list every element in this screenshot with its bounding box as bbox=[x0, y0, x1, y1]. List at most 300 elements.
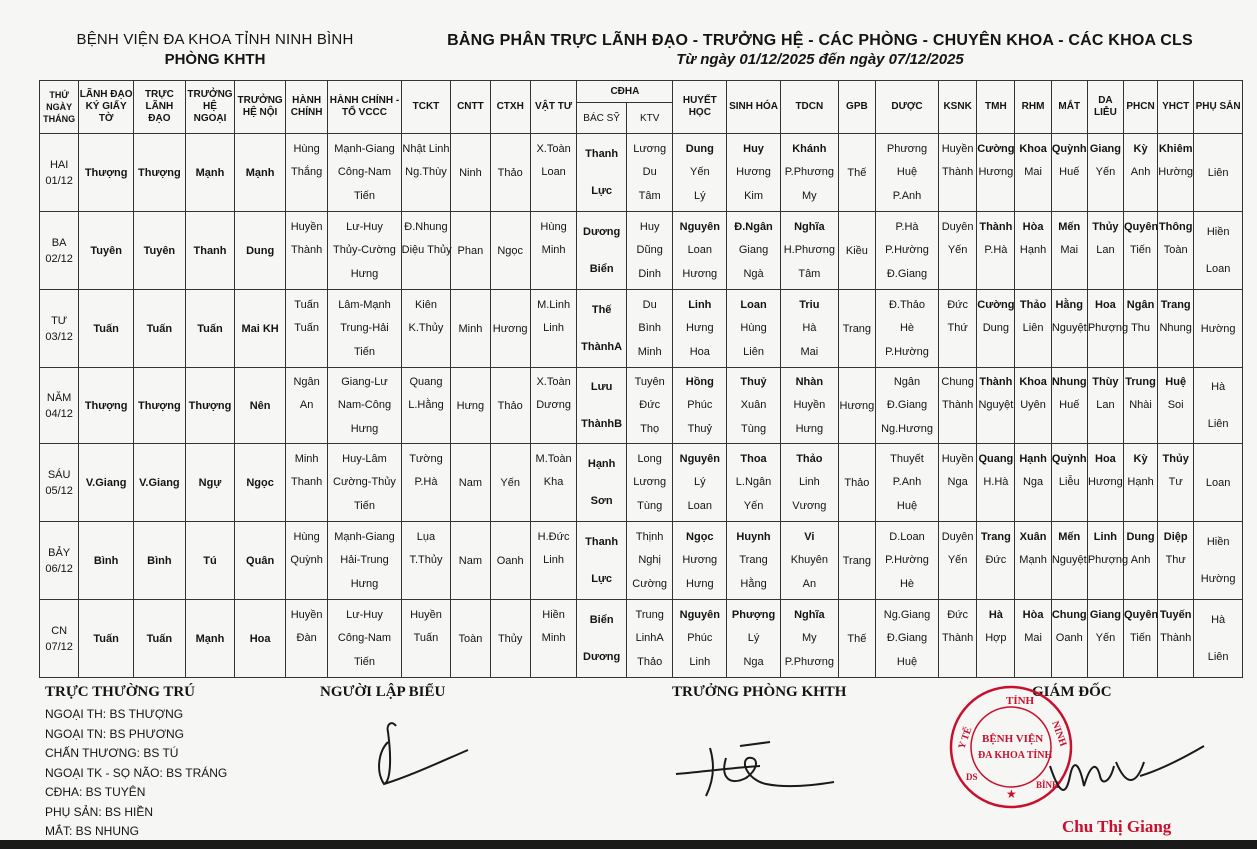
cell-da-lieu bbox=[1087, 444, 1123, 522]
lanh-dao-ky-name: Thượng bbox=[84, 166, 128, 179]
truong-he-ngoai-name: Thượng bbox=[188, 399, 232, 412]
tmh-list bbox=[977, 292, 1014, 366]
sinh-hoa-name: Ngà bbox=[743, 267, 764, 280]
da-lieu-name: Yến bbox=[1095, 632, 1116, 644]
phcn-name bbox=[1124, 420, 1157, 439]
phu-san-name: Hường bbox=[1200, 573, 1236, 585]
cell-duoc bbox=[875, 134, 938, 212]
hc-vccc-list bbox=[328, 214, 400, 288]
hc-vccc-name: Hưng bbox=[350, 267, 379, 280]
bac-sy-name: Sơn bbox=[590, 495, 613, 507]
ktv-name: Thịnh bbox=[635, 530, 664, 543]
gpb-name: Thế bbox=[847, 632, 867, 645]
stamp-top: TỈNH bbox=[1006, 695, 1035, 707]
ksnk-name: Thành bbox=[942, 166, 974, 178]
sinh-hoa-name: Huy bbox=[743, 142, 764, 155]
tmh-name: Cường bbox=[977, 298, 1015, 311]
hanh-chinh-name: Ngân bbox=[293, 375, 320, 388]
tdcn-list bbox=[781, 214, 838, 288]
da-lieu-list bbox=[1087, 524, 1129, 598]
ctxh-name: Hương bbox=[492, 322, 528, 335]
tckt-name bbox=[402, 575, 451, 594]
ksnk-name bbox=[939, 420, 976, 439]
duoc-name: Đ.Giang bbox=[886, 632, 928, 644]
hc-vccc-list bbox=[328, 369, 400, 443]
ksnk-name bbox=[939, 497, 976, 516]
vat-tu-list bbox=[531, 292, 577, 366]
da-lieu-name bbox=[1088, 187, 1123, 206]
rhm-name: Hạnh bbox=[1019, 452, 1047, 465]
ctxh-name: Thảo bbox=[497, 399, 523, 412]
huyet-hoc-name: Hưng bbox=[686, 322, 714, 334]
col-duoc: DƯỢC bbox=[875, 81, 938, 134]
tdcn-name: Hà bbox=[802, 322, 817, 334]
yhct-name bbox=[1158, 187, 1193, 206]
tdcn-name: My bbox=[802, 632, 817, 644]
duoc-name: P.Hường bbox=[885, 554, 929, 566]
sinh-hoa-name: Xuân bbox=[740, 399, 767, 411]
col-rhm: RHM bbox=[1015, 81, 1051, 134]
vat-tu-name: X.Toàn bbox=[536, 142, 571, 155]
ksnk-name: Duyên bbox=[941, 530, 974, 543]
cell-gpb bbox=[838, 212, 875, 290]
cell-lanh-dao-ky bbox=[79, 444, 134, 522]
date-range: Từ ngày 01/12/2025 đến ngày 07/12/2025 bbox=[676, 51, 964, 68]
cell-bac-sy bbox=[577, 444, 627, 522]
yhct-list bbox=[1158, 602, 1193, 676]
da-lieu-name: Thủy bbox=[1092, 220, 1119, 233]
cell-bac-sy bbox=[577, 600, 627, 678]
da-lieu-name bbox=[1088, 653, 1123, 672]
cell-huyet-hoc bbox=[673, 290, 727, 368]
ktv-name: Lương bbox=[633, 142, 667, 155]
tdcn-name: Hưng bbox=[795, 422, 824, 435]
cell-sinh-hoa bbox=[727, 134, 781, 212]
tmh-name bbox=[977, 343, 1014, 362]
department-name: PHÒNG KHTH bbox=[164, 51, 266, 68]
cell-tmh bbox=[977, 522, 1015, 600]
tmh-name: Thành bbox=[979, 220, 1013, 233]
cell-ktv bbox=[626, 600, 673, 678]
cell-lanh-dao-ky bbox=[79, 600, 134, 678]
cell-truong-he-ngoai bbox=[185, 600, 235, 678]
hc-vccc-list bbox=[328, 446, 400, 520]
lanh-dao-ky-name: Bình bbox=[93, 554, 119, 567]
cell-truc-lanh-dao bbox=[134, 368, 186, 444]
phu-san-name: Liên bbox=[1207, 166, 1229, 179]
ktv-name: Minh bbox=[637, 345, 662, 358]
phu-san-name: Hiền bbox=[1206, 536, 1230, 548]
huyet-hoc-name: Linh bbox=[688, 298, 712, 311]
phcn-name: Kỳ bbox=[1133, 452, 1148, 465]
ktv-list bbox=[627, 524, 673, 598]
vat-tu-name: Dương bbox=[536, 399, 571, 411]
da-lieu-name bbox=[1088, 575, 1123, 594]
sinh-hoa-name: L.Ngân bbox=[735, 476, 772, 488]
ktv-list bbox=[627, 369, 673, 443]
cell-tdcn bbox=[780, 444, 838, 522]
hospital-header bbox=[40, 30, 390, 70]
tckt-list bbox=[402, 292, 451, 366]
cell-cntt bbox=[451, 290, 490, 368]
cell-rhm bbox=[1015, 134, 1051, 212]
sinh-hoa-name: Thuỷ bbox=[740, 375, 767, 388]
tckt-name: Quang bbox=[409, 375, 443, 388]
col-ksnk: KSNK bbox=[939, 81, 977, 134]
da-lieu-name: Lan bbox=[1096, 244, 1115, 256]
ktv-list bbox=[627, 446, 673, 520]
ksnk-name: Yến bbox=[947, 554, 968, 566]
da-lieu-name: Lan bbox=[1096, 399, 1115, 411]
rhm-name: Hạnh bbox=[1019, 244, 1047, 256]
stamp-right: NINH bbox=[1049, 719, 1069, 748]
da-lieu-list bbox=[1088, 214, 1123, 288]
ktv-name: Trung bbox=[635, 608, 664, 621]
tdcn-list bbox=[781, 524, 838, 598]
ktv-name: Tâm bbox=[638, 189, 661, 202]
mat-name: Huế bbox=[1059, 399, 1080, 411]
cell-truong-he-ngoai bbox=[185, 444, 235, 522]
tckt-name: Lụa bbox=[416, 530, 436, 543]
day-name: BẢY bbox=[48, 546, 71, 559]
da-lieu-name: Thùy bbox=[1092, 375, 1119, 388]
cell-phu-san bbox=[1194, 600, 1243, 678]
huyet-hoc-name: Loan bbox=[687, 499, 713, 512]
yhct-name: Tư bbox=[1168, 476, 1183, 488]
cell-phcn bbox=[1124, 290, 1158, 368]
da-lieu-name: Giang bbox=[1089, 608, 1121, 621]
hanh-chinh-name: Thắng bbox=[291, 166, 323, 178]
yhct-list bbox=[1158, 292, 1193, 366]
rhm-list bbox=[1015, 446, 1050, 520]
rhm-list bbox=[1015, 136, 1050, 210]
rhm-name bbox=[1015, 653, 1050, 672]
bac-sy-name: Lực bbox=[591, 573, 613, 585]
preparer-signature bbox=[370, 712, 480, 792]
tckt-name: Kiên bbox=[414, 298, 437, 311]
cell-phcn bbox=[1124, 134, 1158, 212]
cell-hc-vccc bbox=[328, 134, 401, 212]
yhct-name bbox=[1158, 497, 1193, 516]
truc-lanh-dao-name: V.Giang bbox=[139, 476, 180, 489]
col-gpb: GPB bbox=[838, 81, 875, 134]
tmh-list bbox=[977, 602, 1014, 676]
huyet-hoc-list bbox=[673, 136, 726, 210]
mat-name: Quỳnh bbox=[1051, 452, 1087, 465]
yhct-list bbox=[1158, 369, 1193, 443]
day-name: SÁU bbox=[47, 468, 71, 481]
cell-truong-he-noi bbox=[235, 212, 286, 290]
truong-he-ngoai-name: Tú bbox=[203, 554, 217, 567]
cell-ktv bbox=[626, 368, 673, 444]
hc-vccc-name: Tiến bbox=[353, 655, 375, 668]
phu-san-list bbox=[1194, 602, 1242, 676]
truong-he-ngoai-name: Mạnh bbox=[195, 166, 225, 179]
hanh-chinh-list bbox=[286, 602, 327, 676]
lanh-dao-ky-name: V.Giang bbox=[85, 476, 127, 489]
tdcn-name: My bbox=[802, 189, 817, 202]
stamp-center-2: ĐA KHOA TỈNH bbox=[978, 750, 1053, 761]
day-date: 03/12 bbox=[45, 330, 73, 343]
day-name: CN bbox=[51, 624, 68, 637]
tdcn-name: Vương bbox=[792, 499, 827, 512]
ksnk-name bbox=[939, 343, 976, 362]
phcn-list bbox=[1124, 214, 1157, 288]
cell-tckt bbox=[401, 522, 451, 600]
stamp-star: DS bbox=[966, 772, 978, 782]
gpb-name: Trang bbox=[842, 322, 872, 335]
bac-sy-name: Dương bbox=[583, 226, 621, 238]
cell-ksnk bbox=[939, 444, 977, 522]
tckt-name bbox=[402, 343, 451, 362]
cell-truong-he-noi bbox=[235, 290, 286, 368]
cell-day bbox=[40, 444, 79, 522]
ksnk-name bbox=[939, 187, 976, 206]
col-mat: MẮT bbox=[1051, 81, 1087, 134]
cell-vat-tu bbox=[530, 134, 577, 212]
cell-gpb bbox=[838, 290, 875, 368]
cell-hc-vccc bbox=[328, 522, 401, 600]
cell-ctxh bbox=[490, 368, 530, 444]
cell-rhm bbox=[1015, 212, 1051, 290]
ksnk-name: Yến bbox=[947, 244, 968, 256]
phcn-list bbox=[1124, 369, 1157, 443]
cell-sinh-hoa bbox=[727, 290, 781, 368]
col-truong-he-noi: TRƯỞNG HỆ NỘI bbox=[235, 81, 286, 134]
huyet-hoc-name: Hương bbox=[682, 554, 718, 566]
ksnk-list bbox=[939, 136, 976, 210]
resident-item: NGOẠI TH: BS THƯỢNG bbox=[45, 707, 184, 721]
resident-item: PHỤ SẢN: BS HIỀN bbox=[45, 804, 154, 819]
tmh-name: Dung bbox=[982, 322, 1010, 334]
cell-lanh-dao-ky bbox=[79, 368, 134, 444]
rhm-name: Mai bbox=[1024, 166, 1042, 178]
cell-yhct bbox=[1158, 444, 1194, 522]
huyet-hoc-name: Linh bbox=[689, 655, 711, 668]
da-lieu-list bbox=[1088, 602, 1123, 676]
cell-yhct bbox=[1158, 134, 1194, 212]
cell-ktv bbox=[626, 522, 673, 600]
da-lieu-name: Linh bbox=[1093, 530, 1118, 543]
duoc-name: Ngân bbox=[893, 375, 921, 388]
lanh-dao-ky-name: Tuyên bbox=[90, 244, 122, 257]
phcn-name: Tiến bbox=[1130, 632, 1152, 644]
yhct-name: Trang bbox=[1160, 298, 1191, 311]
cell-gpb bbox=[838, 134, 875, 212]
yhct-name bbox=[1158, 343, 1193, 362]
rhm-name: Uyên bbox=[1020, 399, 1046, 411]
tdcn-name: Tâm bbox=[798, 267, 821, 280]
bac-sy-name: Thanh bbox=[585, 536, 619, 548]
sinh-hoa-name: Phượng bbox=[731, 608, 776, 621]
resident-item: NGOẠI TK - SỌ NÃO: BS TRÁNG bbox=[45, 765, 228, 780]
tdcn-name: Nghĩa bbox=[794, 220, 825, 233]
mat-name: Nhung bbox=[1051, 375, 1087, 388]
cell-sinh-hoa bbox=[727, 444, 781, 522]
sinh-hoa-name: Hùng bbox=[740, 322, 767, 334]
day-date: 07/12 bbox=[45, 640, 73, 653]
cell-truc-lanh-dao bbox=[134, 444, 186, 522]
cell-sinh-hoa bbox=[727, 522, 781, 600]
hc-vccc-name: Lư-Huy bbox=[346, 608, 383, 621]
resident-title: TRỰC THƯỜNG TRÚ bbox=[45, 684, 196, 700]
mat-name bbox=[1052, 265, 1087, 284]
mat-name bbox=[1052, 343, 1087, 362]
truong-he-noi-name: Mạnh bbox=[245, 166, 275, 179]
rhm-name bbox=[1015, 265, 1050, 284]
col-ktv: KTV bbox=[626, 103, 673, 134]
ktv-name: Thọ bbox=[640, 422, 660, 435]
tmh-name: Hà bbox=[988, 608, 1003, 621]
bac-sy-name: Dương bbox=[583, 651, 621, 663]
tckt-name: Tường bbox=[409, 452, 443, 465]
vat-tu-name bbox=[531, 575, 577, 594]
cell-da-lieu bbox=[1087, 290, 1129, 368]
cell-mat bbox=[1051, 522, 1087, 600]
tckt-list bbox=[402, 136, 451, 210]
da-lieu-name bbox=[1088, 343, 1123, 362]
yhct-list bbox=[1158, 136, 1193, 210]
hc-vccc-name: Tiến bbox=[353, 189, 375, 202]
hc-vccc-name: Công-Nam bbox=[337, 166, 392, 178]
cell-hanh-chinh bbox=[285, 444, 327, 522]
mat-name: Liễu bbox=[1058, 476, 1080, 488]
cell-sinh-hoa bbox=[727, 368, 781, 444]
phu-san-list bbox=[1194, 524, 1242, 598]
cell-rhm bbox=[1015, 368, 1051, 444]
cell-ksnk bbox=[939, 522, 977, 600]
truong-he-noi-name: Hoa bbox=[249, 632, 271, 645]
day-date: 06/12 bbox=[45, 562, 73, 575]
cell-truc-lanh-dao bbox=[134, 600, 186, 678]
hc-vccc-name: Tiến bbox=[353, 499, 375, 512]
yhct-name: Khiêm bbox=[1158, 142, 1193, 155]
huyet-hoc-name: Lý bbox=[693, 476, 706, 488]
resident-item: NGOẠI TN: BS PHƯƠNG bbox=[45, 726, 185, 741]
tmh-name bbox=[977, 575, 1014, 594]
tckt-list bbox=[402, 524, 451, 598]
ktv-name: Dũng bbox=[636, 244, 663, 256]
da-lieu-name: Phượng bbox=[1087, 554, 1129, 566]
vat-tu-name bbox=[531, 265, 577, 284]
hc-vccc-name: Trung-Hải bbox=[340, 322, 389, 334]
duoc-name: Thuyết bbox=[890, 452, 924, 465]
cell-phcn bbox=[1124, 600, 1158, 678]
day-name: HAI bbox=[49, 158, 69, 171]
cell-vat-tu bbox=[530, 522, 577, 600]
cell-huyet-hoc bbox=[673, 600, 727, 678]
tckt-name: Diệu Thủy bbox=[401, 244, 452, 256]
col-day: THỨ NGÀY THÁNG bbox=[40, 81, 79, 134]
cell-gpb bbox=[838, 522, 875, 600]
phcn-name: Ngân bbox=[1126, 298, 1155, 311]
ksnk-list bbox=[939, 214, 976, 288]
truong-he-ngoai-name: Tuấn bbox=[197, 322, 223, 335]
cell-tckt bbox=[401, 368, 451, 444]
ktv-name: Du bbox=[642, 166, 657, 178]
tdcn-name: Nhàn bbox=[795, 375, 824, 388]
col-lanh-dao-ky: LÃNH ĐẠO KÝ GIẤY TỜ bbox=[79, 81, 134, 134]
ktv-name: Bình bbox=[638, 322, 661, 334]
ksnk-name: Thành bbox=[942, 632, 974, 644]
cell-lanh-dao-ky bbox=[79, 522, 134, 600]
duoc-name: P.Hường bbox=[885, 244, 929, 256]
vat-tu-name: Minh bbox=[541, 632, 566, 644]
ktv-name: Đức bbox=[639, 399, 661, 411]
bac-sy-list bbox=[577, 214, 626, 288]
bac-sy-name: Biển bbox=[589, 614, 614, 626]
hanh-chinh-name: Thành bbox=[291, 244, 323, 256]
tmh-list bbox=[977, 524, 1014, 598]
tckt-name bbox=[402, 497, 451, 516]
phu-san-name: Hà bbox=[1211, 614, 1226, 626]
tckt-name: Tuấn bbox=[413, 632, 439, 644]
truc-lanh-dao-name: Thượng bbox=[138, 166, 181, 179]
stamp-bottom: BÌNH bbox=[1036, 780, 1060, 790]
duoc-name: Hè bbox=[899, 322, 915, 334]
col-hanh-chinh: HÀNH CHÍNH bbox=[285, 81, 327, 134]
yhct-name: Huệ bbox=[1165, 375, 1187, 388]
gpb-name: Hương bbox=[839, 399, 875, 412]
tmh-name: Cường bbox=[977, 142, 1015, 155]
phcn-list bbox=[1124, 524, 1157, 598]
tdcn-name: P.Phương bbox=[784, 166, 834, 178]
tmh-list bbox=[977, 446, 1014, 520]
hanh-chinh-name: Hùng bbox=[293, 142, 320, 155]
phcn-name: Trung bbox=[1125, 375, 1156, 388]
ktv-name: LinhA bbox=[635, 632, 664, 644]
rhm-name bbox=[1015, 343, 1050, 362]
rhm-list bbox=[1015, 214, 1050, 288]
truong-he-noi-name: Quân bbox=[246, 554, 275, 567]
huyet-hoc-name: Phúc bbox=[687, 632, 713, 644]
cell-truong-he-ngoai bbox=[185, 522, 235, 600]
hc-vccc-name: Mạnh-Giang bbox=[334, 142, 395, 155]
gpb-name: Thảo bbox=[844, 476, 870, 489]
vat-tu-name: M.Linh bbox=[537, 298, 571, 311]
cell-da-lieu bbox=[1087, 134, 1123, 212]
duoc-name: Huệ bbox=[896, 655, 918, 668]
cell-sinh-hoa bbox=[727, 212, 781, 290]
duoc-list bbox=[876, 136, 938, 210]
phcn-name: Anh bbox=[1130, 554, 1151, 566]
cell-truong-he-noi bbox=[235, 134, 286, 212]
duty-roster-table bbox=[39, 80, 1243, 678]
cntt-name: Ninh bbox=[459, 166, 482, 179]
huyet-hoc-name: Hồng bbox=[685, 375, 714, 388]
hc-vccc-name: Cường-Thủy bbox=[333, 476, 396, 488]
cell-ctxh bbox=[490, 444, 530, 522]
cell-truc-lanh-dao bbox=[134, 212, 186, 290]
truc-lanh-dao-name: Bình bbox=[147, 554, 172, 567]
hc-vccc-name: Tiến bbox=[353, 345, 375, 358]
duoc-name: P.Anh bbox=[892, 476, 922, 488]
truong-he-noi-name: Nên bbox=[249, 399, 271, 412]
ktv-list bbox=[627, 292, 673, 366]
resident-item: CHẤN THƯƠNG: BS TÚ bbox=[45, 746, 179, 760]
hc-vccc-name: Hưng bbox=[350, 422, 379, 435]
vat-tu-name: Hùng bbox=[540, 220, 567, 233]
preparer-title: NGƯỜI LẬP BIỂU bbox=[320, 684, 446, 700]
hanh-chinh-name: Huyền bbox=[290, 608, 323, 621]
cell-phu-san bbox=[1194, 134, 1243, 212]
vat-tu-name bbox=[531, 420, 577, 439]
hanh-chinh-name: Thanh bbox=[291, 476, 323, 488]
duoc-name: P.Hường bbox=[885, 345, 929, 358]
cntt-name: Nam bbox=[458, 554, 483, 567]
cell-ktv bbox=[626, 444, 673, 522]
huyet-hoc-name: Nguyên bbox=[679, 220, 720, 233]
